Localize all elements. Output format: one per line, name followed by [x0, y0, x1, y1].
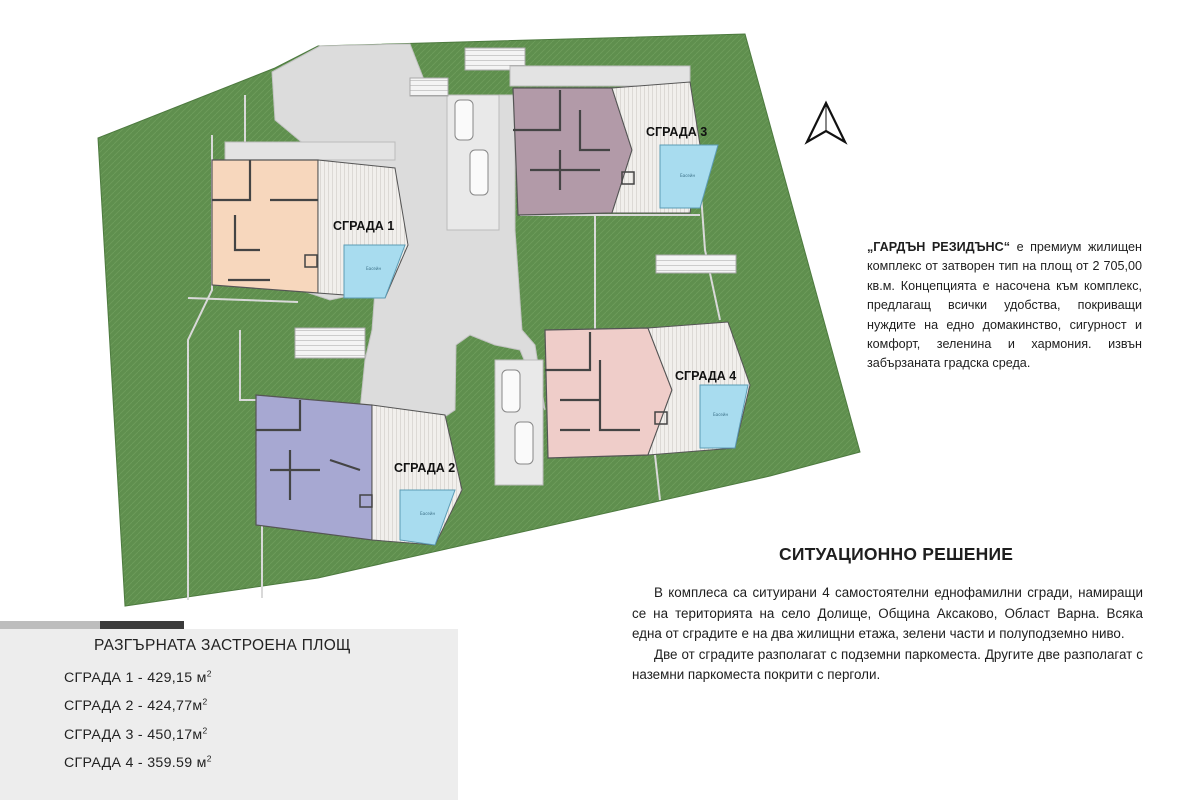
building-1-label: СГРАДА 1: [333, 219, 395, 233]
area-row-name: СГРАДА 1: [64, 670, 134, 686]
pool-label-3: Басейн: [680, 173, 696, 178]
parking-strip-bottom: [495, 360, 543, 485]
project-intro-text: е премиум жилищен комплекс от затворен тип на площ от 2 705,00 кв.м. Концепцията е насочена към комплекс, предлагащ всички удобства, покриващи нуждите на едно домакинство, сигурност и комфорт, зеленина и хармония. извън забързаната градска среда.: [867, 240, 1142, 371]
walk-b3-top: [510, 66, 690, 86]
building-2-label: СГРАДА 2: [394, 461, 456, 475]
building-3[interactable]: [513, 82, 718, 215]
area-row: СГРАДА $3 - 450,17м^2$: [64, 725, 208, 743]
decor-bar-dark: [100, 621, 184, 629]
stair-top-2: [410, 78, 448, 96]
pool-label-4: Басейн: [713, 412, 729, 417]
north-arrow-icon: [807, 103, 845, 142]
area-row-name: СГРАДА 4: [64, 755, 134, 771]
description-paragraph-2: Две от сградите разполагат с подземни паркоместа. Другите две разполагат с наземни паркоместа покрити с перголи.: [632, 646, 1143, 683]
area-table-title: РАЗГЪРНАТА ЗАСТРОЕНА ПЛОЩ: [94, 637, 351, 654]
area-row-value: 424,77м: [147, 698, 203, 714]
walk-b1-top: [225, 142, 395, 160]
area-row-unit: 2: [206, 753, 212, 764]
stair-left: [295, 328, 365, 358]
area-row: СГРАДА 4 - 359.59 $м^2$: [64, 753, 212, 771]
area-row-unit: 2: [202, 725, 208, 736]
area-row-unit: 2: [202, 696, 208, 707]
section-title: СИТУАЦИОННО РЕШЕНИЕ: [779, 544, 1014, 564]
description-paragraph-1: В комплеса са ситуирани 4 самостоятелни еднофамилни сгради, намиращи се на територията на село Долище, Община Аксаково, Област Варна. Всяка една от сградите е на два жилищни етажа, зелени части и полуподземно ниво.: [632, 585, 1143, 642]
area-row-name: СГРАДА 3: [64, 727, 134, 743]
building-2[interactable]: [256, 395, 462, 545]
area-row-value: 359.59 м: [147, 755, 207, 771]
building-1[interactable]: [212, 160, 408, 298]
pool-label-1: Басейн: [366, 266, 382, 271]
building-4-label: СГРАДА 4: [675, 369, 737, 383]
parking-strip-top: [447, 95, 499, 230]
area-row: СГРАДА $2 - 424,77м^2$: [64, 696, 208, 714]
area-row-value: 450,17м: [147, 727, 203, 743]
area-row-unit: 2: [206, 668, 212, 679]
area-row: СГРАДА 1 - 429,15 $м^2$: [64, 668, 212, 686]
area-row-name: СГРАДА 2: [64, 698, 134, 714]
stair-right: [656, 255, 736, 273]
situation-description: [632, 583, 1143, 686]
decor-bar-grey: [0, 621, 100, 629]
project-name: „ГАРДЪН РЕЗИДЪНС“: [867, 240, 1011, 254]
project-intro: [867, 238, 1142, 374]
building-3-label: СГРАДА 3: [646, 125, 708, 139]
building-4[interactable]: [545, 322, 750, 458]
pool-label-2: Басейн: [420, 511, 436, 516]
area-row-value: 429,15 м: [147, 670, 207, 686]
